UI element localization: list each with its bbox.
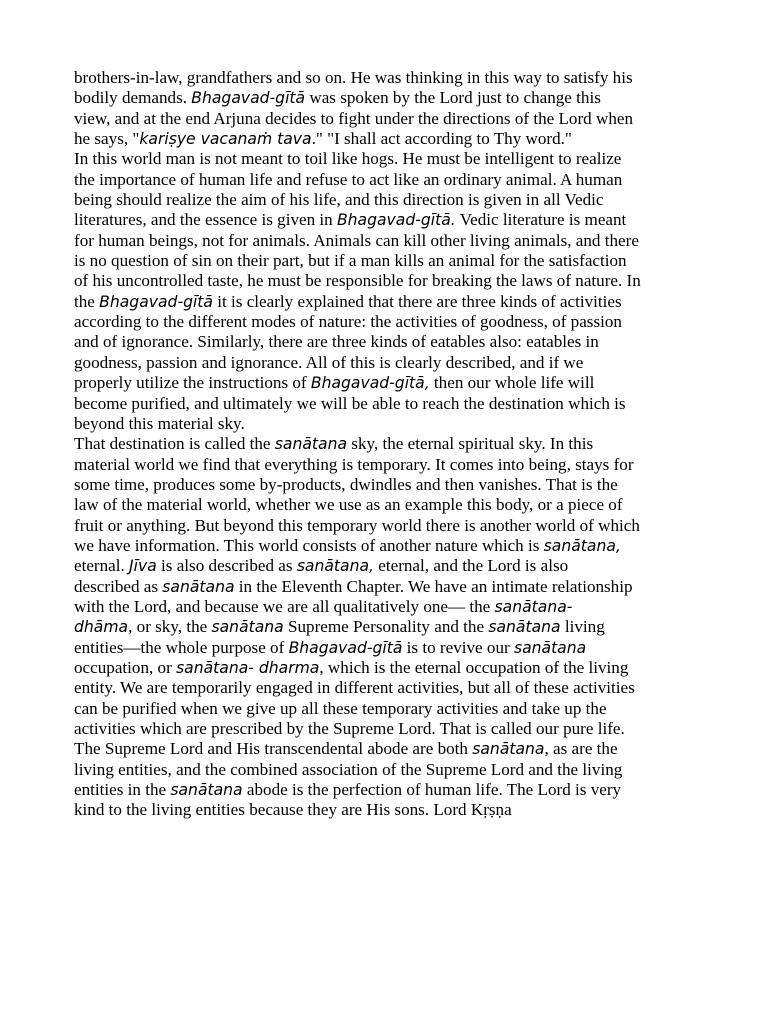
italic-term: sanātana [488, 618, 561, 637]
text-line [74, 739, 699, 759]
text-run: Vedic literature is meant [455, 210, 627, 230]
text-run: fruit or anything. But beyond this temporary world there is another world of which [74, 515, 640, 535]
text-line [74, 556, 699, 576]
text-run: goodness, passion and ignorance. All of this is clearly described, and if we [74, 352, 584, 372]
text-run: described as [74, 576, 163, 596]
text-line [74, 638, 699, 658]
text-run: is to revive our [402, 637, 514, 657]
text-line [74, 699, 699, 719]
text-line [74, 332, 699, 352]
text-run: is also described as [156, 556, 297, 576]
text-run: In this world man is not meant to toil like hogs. He must be intelligent to realize [74, 149, 622, 169]
text-line [74, 170, 699, 190]
text-run: , as are the [544, 739, 618, 759]
text-line [74, 414, 699, 434]
text-line [74, 149, 699, 169]
text-run: and of ignorance. Similarly, there are three kinds of eatables also: eatables in [74, 332, 599, 352]
text-run: according to the different modes of nature: the activities of goodness, of passion [74, 312, 622, 332]
text-run: the [74, 291, 100, 311]
italic-term: Bhagavad-gītā [288, 638, 403, 657]
text-line [74, 190, 699, 210]
text-run: kind to the living entities because they are His sons. Lord Kṛṣṇa [74, 800, 512, 820]
italic-term: Jīva [129, 557, 157, 576]
text-line [74, 68, 699, 88]
text-run: , which is the eternal occupation of the living [319, 657, 629, 677]
italic-term: Bhagavad-gītā, [310, 374, 430, 393]
text-line [74, 210, 699, 230]
italic-term: kariṣye vacanaṁ tava [139, 130, 312, 149]
text-run: view, and at the end Arjuna decides to fight under the directions of the Lord when [74, 108, 634, 128]
document-page [74, 68, 699, 821]
italic-term: sanātana [211, 618, 284, 637]
text-line [74, 88, 699, 108]
text-run: The Supreme Lord and His transcendental abode are both [74, 739, 473, 759]
text-run: law of the material world, whether we use as an example this body, or a piece of [74, 495, 623, 515]
text-line [74, 536, 699, 556]
italic-term: sanātana, [296, 557, 374, 576]
text-line [74, 475, 699, 495]
text-line [74, 129, 699, 149]
text-run: bodily demands. [74, 88, 192, 108]
text-run: of his uncontrolled taste, he must be responsible for breaking the laws of nature. In [74, 271, 641, 291]
text-run: was spoken by the Lord just to change this [305, 88, 601, 108]
text-line [74, 394, 699, 414]
text-line [74, 760, 699, 780]
text-run: That destination is called the [74, 434, 275, 454]
text-line [74, 719, 699, 739]
text-run: beyond this material sky. [74, 413, 245, 433]
text-run: eternal, and the Lord is also [374, 556, 569, 576]
paragraph [74, 149, 699, 434]
text-run: in the Eleventh Chapter. We have an intimate relationship [234, 576, 633, 596]
text-line [74, 373, 699, 393]
text-run: Supreme Personality and the [283, 617, 489, 637]
text-run: then our whole life will [429, 373, 595, 393]
text-run: entities—the whole purpose of [74, 637, 289, 657]
text-line [74, 780, 699, 800]
text-run: for human beings, not for animals. Animals can kill other living animals, and there [74, 230, 639, 250]
text-run: the importance of human life and refuse to act like an ordinary animal. A human [74, 169, 623, 189]
italic-term: Bhagavad-gītā. [336, 211, 456, 230]
text-run: being should realize the aim of his life, and this direction is given in all Vedic [74, 190, 604, 210]
text-run: activities which are prescribed by the Supreme Lord. That is called our pure life. [74, 719, 625, 738]
text-line [74, 292, 699, 312]
text-run: he says, " [74, 129, 140, 149]
italic-term: sanātana, [543, 536, 621, 555]
text-run: properly utilize the instructions of [74, 373, 311, 393]
text-run: living [560, 617, 605, 637]
text-run: we have information. This world consists of another nature which is [74, 535, 544, 555]
paragraph [74, 434, 699, 821]
italic-term: dhāma [74, 618, 129, 637]
italic-term: sanātana- dharma [176, 658, 320, 677]
text-line [74, 455, 699, 475]
text-run: brothers-in-law, grandfathers and so on. He was thinking in this way to satisfy his [74, 68, 633, 87]
text-run: living entities, and the combined association of the Supreme Lord and the living [74, 759, 623, 779]
text-run: it is clearly explained that there are three kinds of activities [212, 291, 622, 311]
text-run: entity. We are temporarily engaged in different activities, but all of these activities [74, 678, 635, 698]
text-line [74, 516, 699, 536]
italic-term: sanātana [170, 781, 243, 800]
italic-term: sanātana- [494, 597, 573, 616]
text-line [74, 617, 699, 637]
text-run: become purified, and ultimately we will be able to reach the destination which is [74, 393, 626, 413]
text-run: entities in the [74, 780, 171, 800]
text-line [74, 312, 699, 332]
paragraph [74, 68, 699, 149]
text-run: occupation, or [74, 657, 177, 677]
text-run: material world we find that everything is temporary. It comes into being, stays for [74, 454, 634, 474]
text-run: sky, the eternal spiritual sky. In this [347, 434, 594, 454]
text-run: with the Lord, and because we are all qualitatively one— the [74, 596, 495, 616]
text-run: abode is the perfection of human life. The Lord is very [242, 780, 622, 800]
italic-term: sanātana [472, 740, 545, 759]
text-line [74, 800, 699, 820]
text-run: literatures, and the essence is given in [74, 210, 337, 230]
italic-term: Bhagavad-gītā [99, 292, 213, 311]
text-run: some time, produces some by-products, dwindles and then vanishes. That is the [74, 474, 618, 494]
italic-term: sanātana [513, 638, 587, 657]
text-line [74, 495, 699, 515]
text-line [74, 251, 699, 271]
italic-term: Bhagavad-gītā [191, 89, 306, 108]
text-line [74, 353, 699, 373]
text-run: can be purified when we give up all these temporary activities and take up the [74, 698, 607, 718]
italic-term: sanātana [274, 435, 348, 454]
text-run: is no question of sin on their part, but if a man kills an animal for the satisfaction [74, 251, 627, 271]
text-line [74, 271, 699, 291]
text-run: eternal. [74, 556, 130, 576]
text-line [74, 597, 699, 617]
text-line [74, 434, 699, 454]
italic-term: sanātana [162, 577, 235, 596]
text-run: ." "I shall act according to Thy word." [311, 129, 572, 149]
text-line [74, 658, 699, 678]
text-line [74, 231, 699, 251]
text-line [74, 109, 699, 129]
text-line [74, 577, 699, 597]
text-line [74, 678, 699, 698]
text-run: , or sky, the [128, 617, 212, 637]
